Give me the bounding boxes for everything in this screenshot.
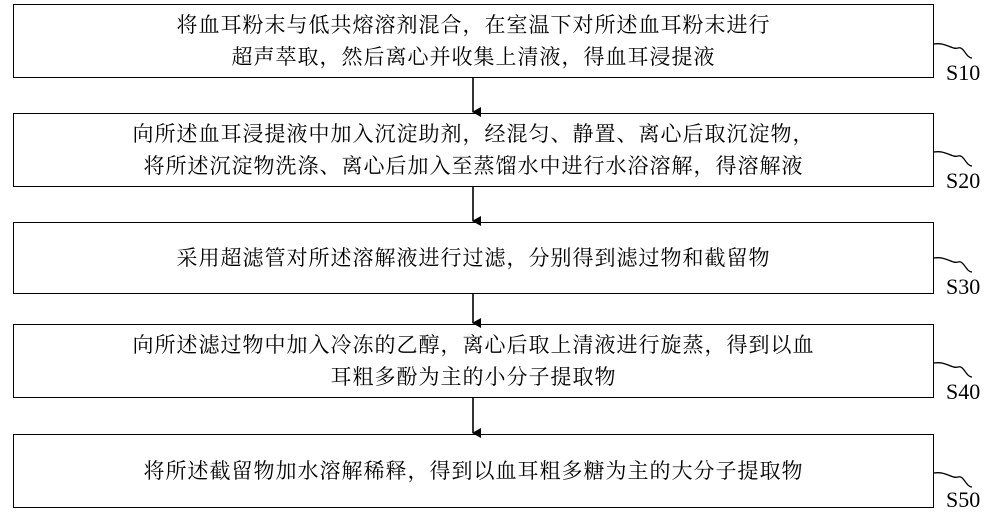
- leader-s10: [934, 44, 972, 58]
- leader-s30: [934, 258, 972, 272]
- step-s20-line-1: 向所述血耳浸提液中加入沉淀助剂，经混匀、静置、离心后取沉淀物，: [132, 122, 815, 146]
- step-s30-line-1: 采用超滤管对所述溶解液进行过滤，分别得到滤过物和截留物: [176, 246, 771, 270]
- leader-s50: [934, 473, 972, 487]
- step-label-s10: S10: [946, 60, 981, 85]
- step-s50-line-1: 将所述截留物加水溶解稀释，得到以血耳粗多糖为主的大分子提取物: [143, 459, 804, 483]
- step-s10-line-1: 将血耳粉末与低共熔溶剂混合，在室温下对所述血耳粉末进行: [176, 13, 771, 37]
- leader-s40: [934, 363, 972, 377]
- step-label-s30: S30: [946, 274, 981, 299]
- step-s20-line-2: 将所述沉淀物洗涤、离心后加入至蒸馏水中进行水浴溶解，得溶解液: [143, 154, 804, 178]
- step-s40-line-2: 耳粗多酚为主的小分子提取物: [330, 365, 617, 389]
- step-s10-line-2: 超声萃取，然后离心并收集上清液，得血耳浸提液: [231, 45, 716, 69]
- step-label-s20: S20: [946, 168, 981, 193]
- step-label-s50: S50: [946, 487, 981, 512]
- step-s40-line-1: 向所述滤过物中加入冷冻的乙醇，离心后取上清液进行旋蒸，得到以血: [132, 333, 815, 357]
- step-label-s40: S40: [946, 379, 981, 404]
- leader-s20: [934, 152, 972, 166]
